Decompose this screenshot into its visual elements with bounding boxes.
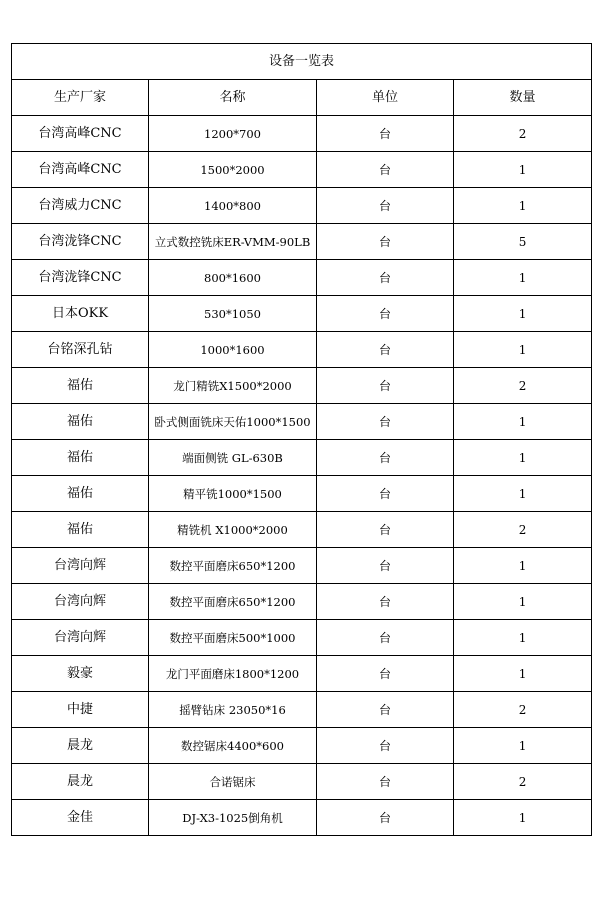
equipment-name-cell: 合诺锯床 (149, 764, 317, 800)
unit-cell: 台 (317, 224, 454, 260)
unit-cell: 台 (317, 332, 454, 368)
quantity-cell: 1 (454, 656, 592, 692)
table-row (12, 332, 592, 368)
manufacturer-cell: 中捷 (12, 692, 149, 728)
unit-cell: 台 (317, 800, 454, 836)
unit-cell: 台 (317, 440, 454, 476)
quantity-cell: 1 (454, 800, 592, 836)
manufacturer-cell: 福佑 (12, 512, 149, 548)
manufacturer-cell: 福佑 (12, 440, 149, 476)
table-row (12, 692, 592, 728)
table-row (12, 620, 592, 656)
manufacturer-cell: 台湾高峰CNC (12, 116, 149, 152)
equipment-name-cell: 数控平面磨床650*1200 (149, 548, 317, 584)
equipment-name-cell: 1500*2000 (149, 152, 317, 188)
header-quantity: 数量 (454, 80, 592, 116)
equipment-name-cell: 龙门平面磨床1800*1200 (149, 656, 317, 692)
table-row (12, 152, 592, 188)
table-row (12, 368, 592, 404)
table-row (12, 656, 592, 692)
unit-cell: 台 (317, 260, 454, 296)
equipment-name-cell: 530*1050 (149, 296, 317, 332)
manufacturer-cell: 台湾泷锋CNC (12, 260, 149, 296)
unit-cell: 台 (317, 656, 454, 692)
header-unit: 单位 (317, 80, 454, 116)
quantity-cell: 1 (454, 296, 592, 332)
unit-cell: 台 (317, 476, 454, 512)
table-row (12, 800, 592, 836)
table-row (12, 728, 592, 764)
table-row (12, 188, 592, 224)
table-row (12, 116, 592, 152)
manufacturer-cell: 福佑 (12, 476, 149, 512)
equipment-name-cell: 精铣机 X1000*2000 (149, 512, 317, 548)
quantity-cell: 2 (454, 764, 592, 800)
quantity-cell: 1 (454, 440, 592, 476)
manufacturer-cell: 日本OKK (12, 296, 149, 332)
manufacturer-cell: 台湾泷锋CNC (12, 224, 149, 260)
table-row (12, 512, 592, 548)
unit-cell: 台 (317, 404, 454, 440)
equipment-name-cell: 摇臂钻床 23050*16 (149, 692, 317, 728)
table-row (12, 404, 592, 440)
table-row (12, 260, 592, 296)
quantity-cell: 5 (454, 224, 592, 260)
quantity-cell: 2 (454, 512, 592, 548)
manufacturer-cell: 金佳 (12, 800, 149, 836)
quantity-cell: 1 (454, 188, 592, 224)
quantity-cell: 2 (454, 116, 592, 152)
quantity-cell: 1 (454, 476, 592, 512)
equipment-name-cell: 立式数控铣床ER-VMM-90LB (149, 224, 317, 260)
manufacturer-cell: 台湾向辉 (12, 584, 149, 620)
table-row (12, 548, 592, 584)
manufacturer-cell: 毅豪 (12, 656, 149, 692)
unit-cell: 台 (317, 692, 454, 728)
quantity-cell: 1 (454, 152, 592, 188)
unit-cell: 台 (317, 764, 454, 800)
manufacturer-cell: 晨龙 (12, 728, 149, 764)
quantity-cell: 1 (454, 548, 592, 584)
table-row (12, 584, 592, 620)
manufacturer-cell: 台湾向辉 (12, 548, 149, 584)
table-row (12, 476, 592, 512)
quantity-cell: 1 (454, 260, 592, 296)
unit-cell: 台 (317, 368, 454, 404)
equipment-name-cell: 龙门精铣X1500*2000 (149, 368, 317, 404)
equipment-table (11, 43, 592, 836)
unit-cell: 台 (317, 620, 454, 656)
equipment-name-cell: 数控平面磨床500*1000 (149, 620, 317, 656)
equipment-name-cell: 1000*1600 (149, 332, 317, 368)
equipment-name-cell: 数控平面磨床650*1200 (149, 584, 317, 620)
header-name: 名称 (149, 80, 317, 116)
table-row (12, 224, 592, 260)
unit-cell: 台 (317, 548, 454, 584)
unit-cell: 台 (317, 512, 454, 548)
manufacturer-cell: 台湾高峰CNC (12, 152, 149, 188)
manufacturer-cell: 台湾威力CNC (12, 188, 149, 224)
manufacturer-cell: 福佑 (12, 404, 149, 440)
quantity-cell: 1 (454, 332, 592, 368)
equipment-name-cell: 端面侧铣 GL-630B (149, 440, 317, 476)
unit-cell: 台 (317, 188, 454, 224)
equipment-name-cell: 1200*700 (149, 116, 317, 152)
manufacturer-cell: 台铭深孔钻 (12, 332, 149, 368)
quantity-cell: 2 (454, 692, 592, 728)
equipment-name-cell: 800*1600 (149, 260, 317, 296)
header-manufacturer: 生产厂家 (12, 80, 149, 116)
table-title-row (12, 44, 592, 80)
manufacturer-cell: 晨龙 (12, 764, 149, 800)
unit-cell: 台 (317, 728, 454, 764)
table-row (12, 440, 592, 476)
manufacturer-cell: 福佑 (12, 368, 149, 404)
quantity-cell: 2 (454, 368, 592, 404)
quantity-cell: 1 (454, 404, 592, 440)
table-row (12, 296, 592, 332)
equipment-name-cell: 1400*800 (149, 188, 317, 224)
equipment-name-cell: 精平铣1000*1500 (149, 476, 317, 512)
manufacturer-cell: 台湾向辉 (12, 620, 149, 656)
table-row (12, 764, 592, 800)
unit-cell: 台 (317, 296, 454, 332)
unit-cell: 台 (317, 152, 454, 188)
equipment-name-cell: DJ-X3-1025倒角机 (149, 800, 317, 836)
quantity-cell: 1 (454, 620, 592, 656)
table-header-row (12, 80, 592, 116)
table-title: 设备一览表 (12, 44, 592, 80)
quantity-cell: 1 (454, 584, 592, 620)
unit-cell: 台 (317, 584, 454, 620)
equipment-name-cell: 数控锯床4400*600 (149, 728, 317, 764)
unit-cell: 台 (317, 116, 454, 152)
equipment-name-cell: 卧式侧面铣床天佑1000*1500 (149, 404, 317, 440)
quantity-cell: 1 (454, 728, 592, 764)
